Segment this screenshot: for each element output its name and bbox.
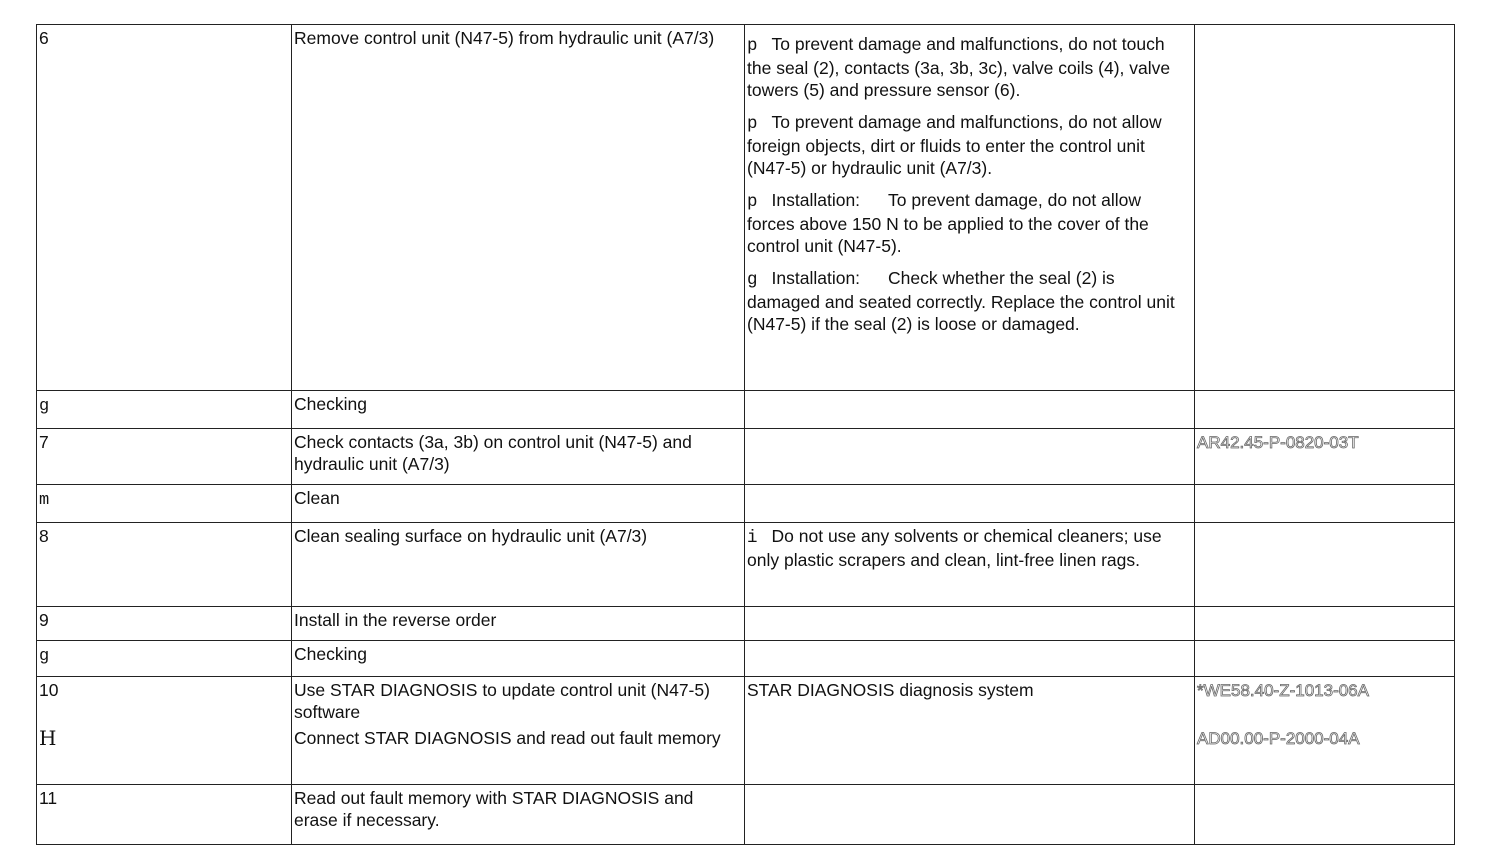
step-number: 9: [37, 607, 292, 641]
hint-icon: H: [39, 726, 57, 750]
note: [747, 267, 1192, 335]
note-text: Do not use any solvents or chemical cleaners; use only plastic scrapers and clean, lint-free linen rags.: [747, 526, 1162, 570]
info-icon: i: [747, 528, 758, 548]
step-notes: [745, 25, 1195, 391]
table-row: [37, 677, 1455, 785]
step-number: 7: [37, 429, 292, 485]
step-notes: [745, 391, 1195, 429]
reference-cell: [1195, 607, 1455, 641]
step-notes: [745, 429, 1195, 485]
table-row: [37, 485, 1455, 523]
work-steps-table: [36, 24, 1455, 845]
step-notes: [745, 485, 1195, 523]
step-number: 6: [37, 25, 292, 391]
reference-cell: [1195, 485, 1455, 523]
reference-cell: [1195, 641, 1455, 677]
note: [747, 189, 1192, 257]
note-text: To prevent damage and malfunctions, do not touch the seal (2), contacts (3a, 3b, 3c), valve coils (4), valve towers (5) and pressure sensor (6).: [747, 34, 1171, 100]
note-label: Installation:: [771, 268, 861, 288]
caution-icon: p: [747, 36, 758, 56]
step-number: [37, 677, 292, 785]
step-action: Remove control unit (N47-5) from hydraulic unit (A7/3): [292, 25, 745, 391]
reference-link[interactable]: AR42.45-P-0820-03T: [1197, 433, 1359, 452]
note: [747, 111, 1192, 179]
reference-cell: [1195, 391, 1455, 429]
step-notes: [745, 523, 1195, 607]
note: [747, 525, 1192, 571]
step-action-text: Use STAR DIAGNOSIS to update control unit (N47-5) software: [294, 680, 710, 722]
step-number-value: 10: [39, 680, 59, 700]
table-row: [37, 785, 1455, 845]
step-action: Read out fault memory with STAR DIAGNOSIS and erase if necessary.: [292, 785, 745, 845]
step-number: 11: [37, 785, 292, 845]
note-text: Check whether the seal (2) is damaged and seated correctly. Replace the control unit (N47-5) if the seal (2) is loose or damaged.: [747, 268, 1175, 334]
check-icon: g: [37, 391, 292, 429]
step-notes: [745, 641, 1195, 677]
reference-cell: [1195, 523, 1455, 607]
table-row: [37, 391, 1455, 429]
note-label: Installation:: [771, 190, 861, 210]
step-notes: [745, 785, 1195, 845]
step-action: Install in the reverse order: [292, 607, 745, 641]
step-action: Check contacts (3a, 3b) on control unit (N47-5) and hydraulic unit (A7/3): [292, 429, 745, 485]
step-notes: [745, 607, 1195, 641]
check-icon: g: [747, 270, 758, 290]
reference-cell: [1195, 429, 1455, 485]
note-text: To prevent damage, do not allow forces above 150 N to be applied to the cover of the control unit (N47-5).: [747, 190, 1149, 256]
table-row: [37, 25, 1455, 391]
reference-cell: [1195, 677, 1455, 785]
reference-cell: [1195, 785, 1455, 845]
table-row: [37, 429, 1455, 485]
reference-link[interactable]: *WE58.40-Z-1013-06A: [1197, 681, 1369, 700]
table-row: [37, 641, 1455, 677]
check-icon: g: [37, 641, 292, 677]
step-action: [292, 677, 745, 785]
step-action-text: Connect STAR DIAGNOSIS and read out fault memory: [294, 728, 721, 748]
table-row: [37, 523, 1455, 607]
tool-icon: m: [37, 485, 292, 523]
table-row: [37, 607, 1455, 641]
note: [747, 33, 1192, 101]
caution-icon: p: [747, 192, 758, 212]
step-action: Checking: [292, 391, 745, 429]
step-number: 8: [37, 523, 292, 607]
caution-icon: p: [747, 114, 758, 134]
step-action: Clean sealing surface on hydraulic unit (A7/3): [292, 523, 745, 607]
reference-link[interactable]: AD00.00-P-2000-04A: [1197, 729, 1360, 748]
step-action: Checking: [292, 641, 745, 677]
reference-cell: [1195, 25, 1455, 391]
step-tool: STAR DIAGNOSIS diagnosis system: [745, 677, 1195, 785]
step-action: Clean: [292, 485, 745, 523]
note-text: To prevent damage and malfunctions, do not allow foreign objects, dirt or fluids to enter the control unit (N47-5) or hydraulic unit (A7/3).: [747, 112, 1162, 178]
